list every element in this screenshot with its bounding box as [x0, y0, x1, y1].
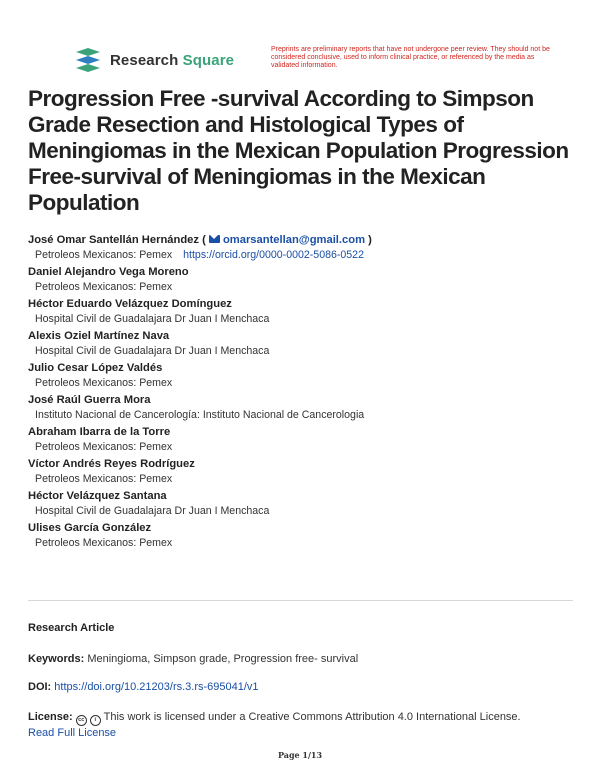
author-entry: [28, 457, 578, 487]
author-affiliation: Hospital Civil de Guadalajara Dr Juan I Menchaca: [35, 505, 270, 517]
keywords-row: [28, 652, 578, 667]
creative-commons-icon: cc: [76, 715, 87, 726]
author-affiliation: Petroleos Mexicanos: Pemex: [35, 281, 173, 293]
author-email-link[interactable]: omarsantellan@gmail.com: [222, 234, 366, 246]
section-divider: [28, 600, 573, 601]
author-affiliation: Instituto Nacional de Cancerología: Instituto Nacional de Cancerologia: [35, 409, 365, 421]
article-type-row: [28, 621, 578, 636]
paper-title: Progression Free -survival According to Simpson Grade Resection and Histological Types of Meningiomas in the Mexican Population Progression Free-survival of Meningiomas in the Mexican Population: [28, 86, 569, 215]
author-entry: [28, 265, 578, 295]
envelope-icon: [209, 235, 220, 243]
author-name: Daniel Alejandro Vega Moreno: [28, 266, 189, 278]
research-square-logo-icon: [74, 48, 102, 72]
author-entry: [28, 329, 578, 359]
author-name: Ulises García González: [28, 522, 152, 534]
author-name: Julio Cesar López Valdés: [28, 362, 163, 374]
attribution-icon: i: [90, 715, 101, 726]
author-entry: [28, 489, 578, 519]
preprint-disclaimer: Preprints are preliminary reports that have not undergone peer review. They should not be considered conclusive, used to inform clinical practice, or referenced by the media as validated information.: [271, 46, 550, 69]
author-entry: José Omar Santellán Hernández ( omarsantellan@gmail.com ) Petroleos Mexicanos: Pemex https://orcid.org/0000-0002-5086-0522: [28, 234, 372, 261]
author-entry: [28, 521, 578, 551]
author-name: José Raúl Guerra Mora: [28, 394, 151, 406]
page-number: Page 1/13: [277, 750, 323, 760]
doi-link[interactable]: https://doi.org/10.21203/rs.3.rs-695041/v1: [54, 681, 259, 693]
doi-row: [28, 680, 578, 695]
logo-text: Research Square: [110, 51, 235, 69]
keywords-label: Keywords:: [28, 653, 85, 665]
author-affiliation: Petroleos Mexicanos: Pemex: [35, 537, 173, 549]
author-list: [28, 233, 578, 553]
author-name: Héctor Velázquez Santana: [28, 490, 167, 502]
author-name: José Omar Santellán Hernández: [28, 234, 199, 246]
author-name: Víctor Andrés Reyes Rodríguez: [28, 458, 195, 470]
author-entry: [28, 297, 578, 327]
license-text: This work is licensed under a Creative Commons Attribution 4.0 International License.: [103, 711, 521, 723]
author-affiliation: Petroleos Mexicanos: Pemex: [35, 473, 173, 485]
header: [74, 46, 554, 76]
license-row: [28, 710, 578, 741]
doi-label: DOI:: [28, 681, 52, 693]
research-square-logo[interactable]: [74, 48, 234, 72]
author-name: Abraham Ibarra de la Torre: [28, 426, 171, 438]
license-label: License:: [28, 711, 73, 723]
author-name: Héctor Eduardo Velázquez Domínguez: [28, 298, 232, 310]
author-affiliation: Hospital Civil de Guadalajara Dr Juan I Menchaca: [35, 345, 270, 357]
author-affiliation: Petroleos Mexicanos: Pemex: [35, 441, 173, 453]
author-entry: [28, 361, 578, 391]
read-full-license-link[interactable]: Read Full License: [28, 727, 117, 739]
author-affiliation: Hospital Civil de Guadalajara Dr Juan I Menchaca: [35, 313, 270, 325]
author-entry: [28, 425, 578, 455]
article-type: Research Article: [28, 622, 115, 634]
author-entry: [28, 393, 578, 423]
keywords-value: Meningioma, Simpson grade, Progression free- survival: [87, 653, 359, 665]
orcid-link[interactable]: https://orcid.org/0000-0002-5086-0522: [183, 249, 364, 261]
author-affiliation: Petroleos Mexicanos: Pemex: [35, 249, 173, 261]
author-affiliation: Petroleos Mexicanos: Pemex: [35, 377, 173, 389]
author-name: Alexis Oziel Martínez Nava: [28, 330, 170, 342]
